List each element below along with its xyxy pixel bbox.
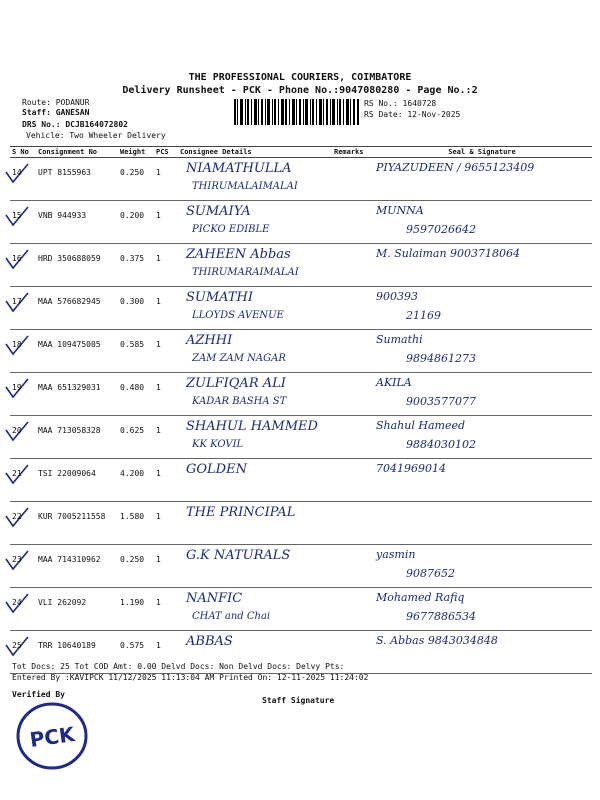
row-consignment: TRR 10640189 [36,631,118,674]
row-weight: 1.190 [118,588,154,631]
row-consignment: VLI 262092 [36,588,118,631]
row-sno: 17 [10,287,36,330]
row-consignee [178,244,332,287]
row-pcs: 1 [154,287,178,330]
row-consignee [178,545,332,588]
staff-label: Staff: GANESAN [22,108,90,117]
row-signature [372,588,592,631]
table-row [10,244,592,287]
row-signature [372,631,592,674]
row-signature [372,502,592,545]
table-row [10,416,592,459]
table-row [10,373,592,416]
row-consignment: MAA 713058328 [36,416,118,459]
row-pcs: 1 [154,201,178,244]
row-pcs: 1 [154,631,178,674]
row-weight: 1.580 [118,502,154,545]
row-pcs: 1 [154,373,178,416]
row-consignment: MAA 576682945 [36,287,118,330]
signature-text: PIYAZUDEEN / 9655123409 [376,161,535,174]
signature-phone: 9087652 [406,567,455,580]
row-signature [372,158,592,201]
row-remarks [332,244,372,287]
row-consignment: MAA 109475005 [36,330,118,373]
row-consignee [178,459,332,502]
row-signature [372,416,592,459]
drs-label: DRS No.: DCJB164072802 [22,120,128,129]
consignee-address: THIRUMARAIMALAI [192,267,299,278]
row-remarks [332,416,372,459]
row-weight: 0.250 [118,158,154,201]
col-pcs: PCS [154,147,178,158]
consignee-address: ZAM ZAM NAGAR [192,353,286,364]
signature-phone: 9677886534 [406,610,476,623]
signature-text: Mohamed Rafiq [376,591,465,604]
row-sno: 18 [10,330,36,373]
signature-phone: 9003577077 [406,395,476,408]
row-weight: 0.585 [118,330,154,373]
row-sno: 24 [10,588,36,631]
signature-text: AKILA [376,376,412,389]
row-consignee [178,502,332,545]
signature-text: M. Sulaiman 9003718064 [376,247,521,260]
vehicle-label: Vehicle: Two Wheeler Delivery [26,131,166,140]
signature-text: yasmin [376,548,416,561]
row-consignee [178,201,332,244]
consignee-name: NIAMATHULLA [186,161,292,176]
row-remarks [332,502,372,545]
signature-text: Sumathi [376,333,423,346]
row-consignment: UPT 8155963 [36,158,118,201]
consignee-name: ABBAS [186,634,233,649]
row-consignment: MAA 714310962 [36,545,118,588]
signature-text: 900393 [376,290,418,303]
stamp-text: PCK [28,721,77,752]
table-row [10,287,592,330]
verified-label: Verified By [12,690,65,699]
row-remarks [332,201,372,244]
col-consignee: Consignee Details [178,147,332,158]
runsheet-table [10,146,592,674]
row-signature [372,287,592,330]
row-sno: 14 [10,158,36,201]
row-sno: 16 [10,244,36,287]
row-consignee [178,416,332,459]
row-remarks [332,373,372,416]
col-weight: Weight [118,147,154,158]
signature-phone: 9597026642 [406,223,476,236]
table-row [10,588,592,631]
signature-phone: 9884030102 [406,438,476,451]
row-remarks [332,287,372,330]
row-pcs: 1 [154,459,178,502]
row-sno: 25 [10,631,36,674]
col-sno: S No [10,147,36,158]
row-weight: 0.375 [118,244,154,287]
row-sno: 23 [10,545,36,588]
consignee-name: NANFIC [186,591,243,606]
row-sno: 19 [10,373,36,416]
col-consignment: Consignment No [36,147,118,158]
row-signature [372,330,592,373]
row-pcs: 1 [154,416,178,459]
row-consignment: HRD 350688059 [36,244,118,287]
staff-signature-label: Staff Signature [262,696,335,705]
row-consignee [178,330,332,373]
consignee-address: KK KOVIL [192,439,244,450]
row-consignee [178,158,332,201]
pck-stamp [14,700,94,772]
consignee-name: SUMATHI [186,290,253,305]
consignee-address: PICKO EDIBLE [192,224,270,235]
col-seal: Seal & Signature [372,147,592,158]
consignee-name: THE PRINCIPAL [186,505,296,520]
signature-text: S. Abbas 9843034848 [376,634,498,647]
table-row [10,459,592,502]
row-consignee [178,373,332,416]
barcode-image [234,99,359,125]
row-weight: 0.200 [118,201,154,244]
signature-phone: 21169 [406,309,441,322]
consignee-address: KADAR BASHA ST [192,396,287,407]
row-weight: 0.575 [118,631,154,674]
consignee-name: ZULFIQAR ALI [186,376,286,391]
signature-phone: 9894861273 [406,352,476,365]
row-signature [372,459,592,502]
row-signature [372,201,592,244]
row-signature [372,545,592,588]
table-row [10,158,592,201]
consignee-name: ZAHEEN Abbas [186,247,291,262]
row-signature [372,244,592,287]
consignee-name: GOLDEN [186,462,247,477]
table-row [10,330,592,373]
row-pcs: 1 [154,502,178,545]
row-weight: 0.480 [118,373,154,416]
row-consignment: VNB 944933 [36,201,118,244]
row-consignee [178,287,332,330]
row-pcs: 1 [154,545,178,588]
consignee-address: LLOYDS AVENUE [192,310,284,321]
totals-line: Tot Docs: 25 Tot COD Amt: 0.00 Delvd Docs: Non Delvd Docs: Delvy Pts: [12,662,345,671]
col-remarks: Remarks [332,147,372,158]
row-weight: 0.625 [118,416,154,459]
row-pcs: 1 [154,330,178,373]
signature-text: MUNNA [376,204,424,217]
table-row [10,502,592,545]
consignee-address: CHAT and Chai [192,611,271,622]
entered-line: Entered By :KAVIPCK 11/12/2025 11:13:04 AM Printed On: 12-11-2025 11:24:02 [12,673,369,682]
company-title: THE PROFESSIONAL COURIERS, COIMBATORE [188,72,412,83]
route-label: Route: PODANUR [22,98,90,107]
row-remarks [332,330,372,373]
row-sno: 22 [10,502,36,545]
signature-text: 7041969014 [376,462,446,475]
row-pcs: 1 [154,158,178,201]
rs-number: RS No.: 1640728 [364,99,437,108]
consignee-name: SUMAIYA [186,204,251,219]
row-consignment: KUR 7005211558 [36,502,118,545]
runsheet-subtitle: Delivery Runsheet - PCK - Phone No.:9047080280 - Page No.:2 [122,85,478,96]
row-sno: 15 [10,201,36,244]
signature-text: Shahul Hameed [376,419,466,432]
row-signature [372,373,592,416]
row-consignment: MAA 651329031 [36,373,118,416]
row-consignee [178,588,332,631]
row-weight: 0.250 [118,545,154,588]
row-remarks [332,158,372,201]
row-consignment: TSI 22009064 [36,459,118,502]
row-sno: 20 [10,416,36,459]
consignee-name: SHAHUL HAMMED [186,419,318,434]
row-weight: 4.200 [118,459,154,502]
consignee-address: THIRUMALAIMALAI [192,181,298,192]
table-row [10,545,592,588]
consignee-name: G.K NATURALS [186,548,291,563]
row-remarks [332,588,372,631]
row-sno: 21 [10,459,36,502]
row-weight: 0.300 [118,287,154,330]
row-remarks [332,459,372,502]
table-row [10,201,592,244]
table-header [10,147,592,158]
consignee-name: AZHHI [186,333,233,348]
rs-date: RS Date: 12-Nov-2025 [364,110,461,119]
row-pcs: 1 [154,588,178,631]
row-remarks [332,545,372,588]
row-pcs: 1 [154,244,178,287]
